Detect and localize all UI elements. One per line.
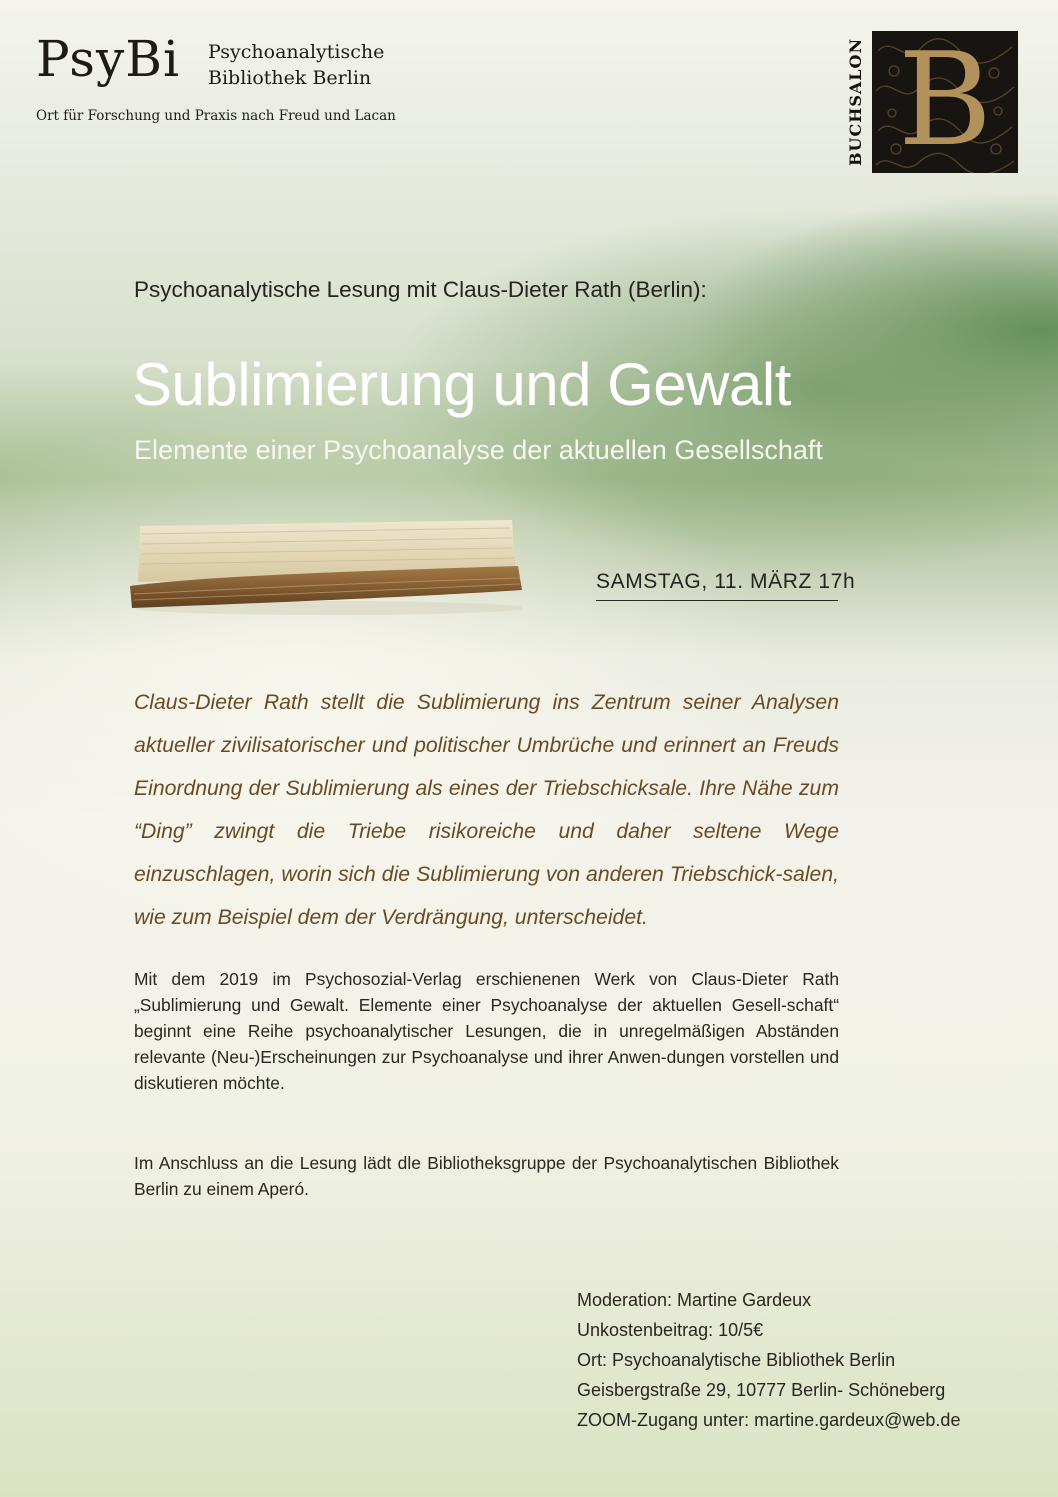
psybi-logo-name [208, 39, 448, 91]
buchsalon-logo [846, 31, 1018, 173]
info-place: Ort: Psychoanalytische Bibliothek Berlin [577, 1350, 896, 1370]
logo-name-line2: Bibliothek Berlin [208, 67, 372, 89]
event-date: SAMSTAG, 11. MÄRZ 17h [596, 570, 838, 601]
event-subtitle: Elemente einer Psychoanalyse der aktuellen Gesellschaft [134, 435, 823, 465]
info-zoom: ZOOM-Zugang unter: martine.gardeux@web.de [577, 1410, 961, 1430]
body-paragraph-2: Im Anschluss an die Lesung lädt dle Bibliotheksgruppe der Psychoanalytischen Bibliothek Berlin zu einem Aperó. [134, 1153, 839, 1199]
body-paragraph-1: Mit dem 2019 im Psychosozial-Verlag erschienenen Werk von Claus-Dieter Rath „Sublimierung und Gewalt. Elemente einer Psychoanalyse der aktuellen Gesell-schaft“ beginnt eine Reihe psychoanalytischer Lesungen, die in unregelmäßigen Abständen relevante (Neu-)Erscheinungen zur Psychoanalyse und ihrer Anwen-dungen vorstellen und diskutieren möchte. [134, 969, 839, 1093]
logo-name-line1: Psychoanalytische [208, 41, 385, 63]
info-moderation: Moderation: Martine Gardeux [577, 1290, 812, 1310]
open-book-image [130, 516, 522, 616]
buchsalon-wordmark: BUCHSALON [846, 37, 865, 167]
info-fee: Unkostenbeitrag: 10/5€ [577, 1320, 764, 1340]
event-title: Sublimierung und Gewalt [132, 351, 791, 418]
event-info-block [577, 1285, 960, 1435]
buchsalon-initial-tile [872, 31, 1018, 173]
event-intro: Psychoanalytische Lesung mit Claus-Dieter Rath (Berlin): [134, 277, 707, 302]
lead-paragraph: Claus-Dieter Rath stellt die Sublimierung ins Zentrum seiner Analysen aktueller zivilisatorischer und politischer Umbrüche und erinnert an Freuds Einordnung der Sublimierung als eines der Triebschicksale. Ihre Nähe zum “Ding” zwingt die Triebe risikoreiche und daher seltene Wege einzuschlagen, worin sich die Sublimierung von anderen Triebschick-salen, wie zum Beispiel dem der Verdrängung, unterscheidet. [134, 691, 839, 929]
buchsalon-letter-b: B [897, 31, 993, 173]
logo-tagline: Ort für Forschung und Praxis nach Freud und Lacan [36, 108, 396, 124]
psybi-logo-mark: PsyBi [36, 30, 180, 88]
info-address: Geisbergstraße 29, 10777 Berlin- Schöneberg [577, 1380, 946, 1400]
